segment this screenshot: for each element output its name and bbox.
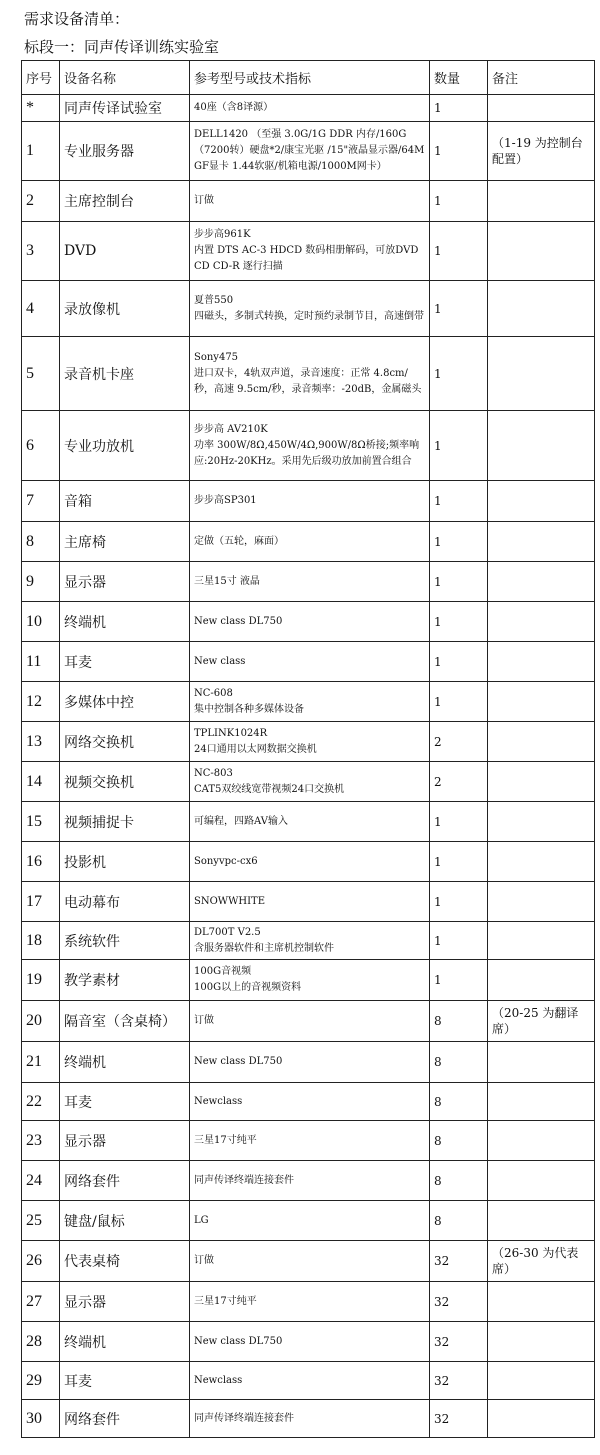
cell-no: 4 <box>22 281 60 337</box>
cell-qty: 2 <box>430 722 488 762</box>
cell-note <box>488 1362 595 1400</box>
cell-qty: 1 <box>430 882 488 922</box>
cell-no: 7 <box>22 481 60 522</box>
cell-note <box>488 960 595 1001</box>
equipment-table <box>21 60 595 1438</box>
cell-note: （1-19 为控制台配置） <box>488 122 595 181</box>
cell-name: 键盘/鼠标 <box>60 1201 190 1241</box>
cell-note <box>488 882 595 922</box>
table-row <box>22 337 595 411</box>
cell-qty: 32 <box>430 1241 488 1282</box>
cell-no: 29 <box>22 1362 60 1400</box>
cell-qty: 8 <box>430 1161 488 1201</box>
cell-qty: 8 <box>430 1121 488 1161</box>
cell-note <box>488 1161 595 1201</box>
cell-note <box>488 1400 595 1438</box>
cell-note <box>488 222 595 281</box>
cell-qty: 1 <box>430 281 488 337</box>
cell-name: 终端机 <box>60 1322 190 1362</box>
cell-qty: 1 <box>430 922 488 960</box>
table-row <box>22 1282 595 1322</box>
cell-name: 主席椅 <box>60 522 190 562</box>
cell-qty: 1 <box>430 682 488 722</box>
cell-name: 同声传译试验室 <box>60 95 190 122</box>
cell-note <box>488 1322 595 1362</box>
cell-spec: Sonyvpc-cx6 <box>190 842 430 882</box>
cell-spec: 订做 <box>190 1001 430 1042</box>
cell-no: 6 <box>22 411 60 481</box>
cell-note <box>488 281 595 337</box>
table-row <box>22 842 595 882</box>
cell-spec: New class <box>190 642 430 682</box>
cell-name: 耳麦 <box>60 1362 190 1400</box>
cell-name: 系统软件 <box>60 922 190 960</box>
cell-no: 27 <box>22 1282 60 1322</box>
cell-note <box>488 562 595 602</box>
cell-no: 17 <box>22 882 60 922</box>
cell-spec: 40座（含8译源） <box>190 95 430 122</box>
cell-name: 多媒体中控 <box>60 682 190 722</box>
cell-note <box>488 481 595 522</box>
cell-note <box>488 1042 595 1083</box>
cell-spec: NC-803 CAT5双绞线宽带视频24口交换机 <box>190 762 430 802</box>
cell-no: 5 <box>22 337 60 411</box>
table-row <box>22 762 595 802</box>
cell-name: 隔音室（含桌椅） <box>60 1001 190 1042</box>
table-row <box>22 642 595 682</box>
table-header-row <box>22 61 595 95</box>
cell-no: 28 <box>22 1322 60 1362</box>
cell-spec: 三星15寸 液晶 <box>190 562 430 602</box>
header-qty: 数量 <box>430 61 488 95</box>
table-row <box>22 411 595 481</box>
cell-no: 9 <box>22 562 60 602</box>
cell-name: 视频捕捉卡 <box>60 802 190 842</box>
cell-note <box>488 682 595 722</box>
cell-name: 视频交换机 <box>60 762 190 802</box>
cell-name: 显示器 <box>60 562 190 602</box>
cell-name: 终端机 <box>60 602 190 642</box>
cell-spec: 夏普550 四磁头，多制式转换，定时预约录制节目，高速倒带 <box>190 281 430 337</box>
table-row <box>22 1241 595 1282</box>
cell-qty: 32 <box>430 1282 488 1322</box>
cell-no: 14 <box>22 762 60 802</box>
cell-name: 专业服务器 <box>60 122 190 181</box>
cell-spec: New class DL750 <box>190 1322 430 1362</box>
cell-spec: DL700T V2.5 含服务器软件和主席机控制软件 <box>190 922 430 960</box>
cell-qty: 1 <box>430 602 488 642</box>
cell-name: 录放像机 <box>60 281 190 337</box>
table-row <box>22 522 595 562</box>
table-row <box>22 181 595 222</box>
cell-spec: 同声传译终端连接套件 <box>190 1161 430 1201</box>
cell-spec: Newclass <box>190 1362 430 1400</box>
cell-qty: 8 <box>430 1042 488 1083</box>
cell-qty: 1 <box>430 411 488 481</box>
cell-note <box>488 1083 595 1121</box>
cell-note <box>488 95 595 122</box>
cell-qty: 1 <box>430 222 488 281</box>
cell-note <box>488 602 595 642</box>
cell-spec: SNOWWHITE <box>190 882 430 922</box>
cell-note <box>488 642 595 682</box>
table-row <box>22 1201 595 1241</box>
cell-no: 24 <box>22 1161 60 1201</box>
table-row <box>22 1400 595 1438</box>
table-row <box>22 1322 595 1362</box>
cell-name: 显示器 <box>60 1121 190 1161</box>
cell-spec: 定做（五轮，麻面） <box>190 522 430 562</box>
cell-no: 16 <box>22 842 60 882</box>
header-spec: 参考型号或技术指标 <box>190 61 430 95</box>
table-row <box>22 281 595 337</box>
cell-qty: 8 <box>430 1083 488 1121</box>
cell-name: DVD <box>60 222 190 281</box>
document-title: 需求设备清单： <box>24 10 130 28</box>
cell-name: 录音机卡座 <box>60 337 190 411</box>
cell-no: 21 <box>22 1042 60 1083</box>
table-row <box>22 95 595 122</box>
cell-note <box>488 337 595 411</box>
cell-qty: 32 <box>430 1322 488 1362</box>
cell-qty: 1 <box>430 842 488 882</box>
cell-note <box>488 1282 595 1322</box>
section-title: 标段一：同声传译训练实验室 <box>24 38 220 56</box>
table-row <box>22 481 595 522</box>
cell-spec: 步步高961K 内置 DTS AC-3 HDCD 数码相册解码，可放DVD CD CD-R 逐行扫描 <box>190 222 430 281</box>
table-row <box>22 1083 595 1121</box>
cell-qty: 1 <box>430 181 488 222</box>
cell-note <box>488 411 595 481</box>
cell-no: 26 <box>22 1241 60 1282</box>
header-name: 设备名称 <box>60 61 190 95</box>
cell-spec: 订做 <box>190 1241 430 1282</box>
cell-note <box>488 722 595 762</box>
header-no: 序号 <box>22 61 60 95</box>
cell-spec: LG <box>190 1201 430 1241</box>
cell-spec: Sony475 进口双卡，4轨双声道，录音速度：正常 4.8cm/秒，高速 9.5cm/秒，录音频率：-20dB，金属磁头 <box>190 337 430 411</box>
header-note: 备注 <box>488 61 595 95</box>
cell-note <box>488 1121 595 1161</box>
cell-qty: 1 <box>430 481 488 522</box>
cell-no: 18 <box>22 922 60 960</box>
cell-qty: 1 <box>430 642 488 682</box>
table-row <box>22 222 595 281</box>
cell-no: 13 <box>22 722 60 762</box>
table-row <box>22 882 595 922</box>
cell-note <box>488 762 595 802</box>
table-row <box>22 960 595 1001</box>
cell-no: 30 <box>22 1400 60 1438</box>
cell-no: 25 <box>22 1201 60 1241</box>
cell-no: 23 <box>22 1121 60 1161</box>
cell-spec: 三星17寸纯平 <box>190 1121 430 1161</box>
cell-name: 投影机 <box>60 842 190 882</box>
cell-qty: 32 <box>430 1400 488 1438</box>
cell-name: 代表桌椅 <box>60 1241 190 1282</box>
table-row <box>22 1362 595 1400</box>
cell-spec: 100G音视频 100G以上的音视频资料 <box>190 960 430 1001</box>
cell-note: （26-30 为代表席） <box>488 1241 595 1282</box>
cell-name: 网络套件 <box>60 1400 190 1438</box>
table-row <box>22 802 595 842</box>
cell-name: 主席控制台 <box>60 181 190 222</box>
cell-qty: 2 <box>430 762 488 802</box>
cell-qty: 1 <box>430 337 488 411</box>
table-row <box>22 922 595 960</box>
cell-note: （20-25 为翻译席） <box>488 1001 595 1042</box>
cell-spec: 步步高 AV210K 功率 300W/8Ω,450W/4Ω,900W/8Ω桥接;频率响应:20Hz-20KHz。采用先后级功放加前置合组合 <box>190 411 430 481</box>
cell-spec: New class DL750 <box>190 1042 430 1083</box>
cell-spec: 同声传译终端连接套件 <box>190 1400 430 1438</box>
cell-no: 20 <box>22 1001 60 1042</box>
cell-spec: 步步高SP301 <box>190 481 430 522</box>
cell-spec: TPLINK1024R 24口通用以太网数据交换机 <box>190 722 430 762</box>
cell-spec: New class DL750 <box>190 602 430 642</box>
cell-no: 12 <box>22 682 60 722</box>
cell-note <box>488 1201 595 1241</box>
table-row <box>22 1042 595 1083</box>
cell-qty: 1 <box>430 522 488 562</box>
cell-spec: NC-608 集中控制各种多媒体设备 <box>190 682 430 722</box>
cell-no: 15 <box>22 802 60 842</box>
cell-qty: 1 <box>430 122 488 181</box>
cell-qty: 1 <box>430 960 488 1001</box>
cell-note <box>488 181 595 222</box>
table-row <box>22 1001 595 1042</box>
table-row <box>22 602 595 642</box>
cell-name: 终端机 <box>60 1042 190 1083</box>
cell-no: 11 <box>22 642 60 682</box>
table-row <box>22 562 595 602</box>
cell-qty: 8 <box>430 1201 488 1241</box>
cell-name: 教学素材 <box>60 960 190 1001</box>
cell-note <box>488 922 595 960</box>
cell-no: 10 <box>22 602 60 642</box>
cell-no: 2 <box>22 181 60 222</box>
cell-qty: 1 <box>430 802 488 842</box>
table-row <box>22 1121 595 1161</box>
cell-qty: 1 <box>430 95 488 122</box>
cell-no: 3 <box>22 222 60 281</box>
table-row <box>22 122 595 181</box>
cell-spec: 订做 <box>190 181 430 222</box>
cell-spec: 三星17寸纯平 <box>190 1282 430 1322</box>
cell-qty: 1 <box>430 562 488 602</box>
cell-spec: Newclass <box>190 1083 430 1121</box>
cell-note <box>488 842 595 882</box>
table-row <box>22 682 595 722</box>
cell-name: 音箱 <box>60 481 190 522</box>
cell-name: 电动幕布 <box>60 882 190 922</box>
cell-no: 22 <box>22 1083 60 1121</box>
cell-name: 耳麦 <box>60 1083 190 1121</box>
cell-no: 19 <box>22 960 60 1001</box>
table-row <box>22 722 595 762</box>
table-row <box>22 1161 595 1201</box>
cell-note <box>488 522 595 562</box>
cell-spec: 可编程，四路AV输入 <box>190 802 430 842</box>
cell-no: * <box>22 95 60 122</box>
cell-name: 耳麦 <box>60 642 190 682</box>
cell-no: 8 <box>22 522 60 562</box>
cell-name: 显示器 <box>60 1282 190 1322</box>
cell-no: 1 <box>22 122 60 181</box>
cell-qty: 8 <box>430 1001 488 1042</box>
cell-name: 网络套件 <box>60 1161 190 1201</box>
cell-spec: DELL1420 （至强 3.0G/1G DDR 内存/160G（7200转）硬盘*2/康宝光驱 /15"液晶显示器/64M GF显卡 1.44软驱/机箱电源/1000M网卡） <box>190 122 430 181</box>
cell-note <box>488 802 595 842</box>
cell-qty: 32 <box>430 1362 488 1400</box>
cell-name: 专业功放机 <box>60 411 190 481</box>
cell-name: 网络交换机 <box>60 722 190 762</box>
